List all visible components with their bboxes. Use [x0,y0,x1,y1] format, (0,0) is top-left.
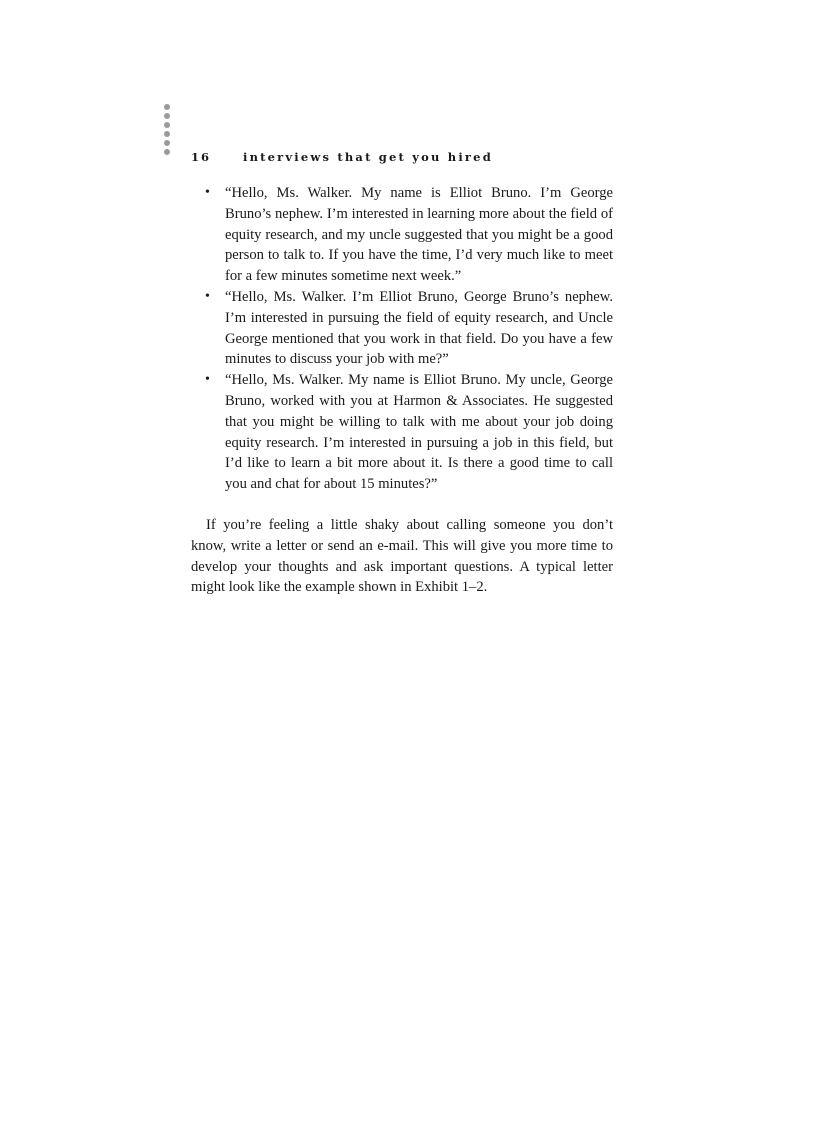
dot-icon [164,122,170,128]
dot-icon [164,104,170,110]
page-body [191,183,613,598]
list-item [205,287,613,370]
body-paragraph: If you’re feeling a little shaky about calling someone you don’t know, write a letter or send an e-mail. This will give you more time to develop your thoughts and ask important questions. A typical letter might look like the example shown in Exhibit 1–2. [191,516,613,596]
bullet-text: “Hello, Ms. Walker. I’m Elliot Bruno, George Bruno’s nephew. I’m interested in pursuing the field of equity research, and Uncle George mentioned that you work in that field. Do you have a few minutes to discuss your job with me?” [225,288,613,368]
list-item [205,370,613,495]
running-title: interviews that get you hired [243,150,493,164]
bullet-text: “Hello, Ms. Walker. My name is Elliot Bruno. My uncle, George Bruno, worked with you at Harmon & Associates. He suggested that you might be willing to talk with me about your job doing equity research. I’m interested in pursuing a job in this field, but I’d like to learn a bit more about it. Is there a good time to call you and chat for about 15 minutes?” [225,372,613,493]
page-number: 16 [191,150,212,164]
bullet-text: “Hello, Ms. Walker. My name is Elliot Bruno. I’m George Bruno’s nephew. I’m interested in learning more about the field of equity research, and my uncle suggested that you might be a good person to talk to. If you have the time, I’d very much like to meet for a few minutes sometime next week.” [225,185,613,285]
list-item [205,183,613,287]
dot-icon [164,140,170,146]
dot-icon [164,131,170,137]
bullet-icon: • [205,185,210,200]
bullet-icon: • [205,288,210,304]
bullet-icon: • [205,372,210,388]
dot-icon [164,149,170,155]
bullet-list [191,183,613,495]
dot-icon [164,113,170,119]
decorative-dots [164,104,172,158]
running-header [191,150,493,164]
